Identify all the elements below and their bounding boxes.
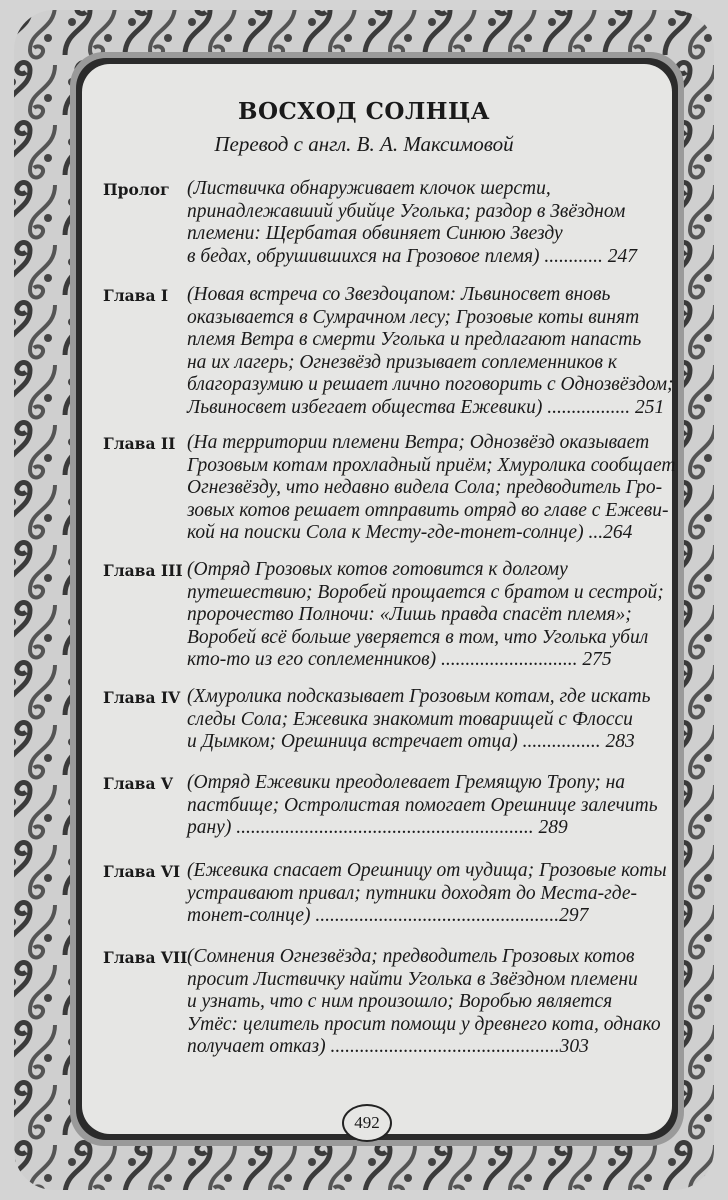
summary-line: в бедах, обрушившихся на Грозовое племя) ............ 247 xyxy=(187,245,638,267)
translator-credit: Перевод с англ. В. А. Максимовой xyxy=(214,132,514,156)
summary-line: (Новая встреча со Звездоцапом: Львиносвет вновь xyxy=(187,284,611,305)
chapter-summary xyxy=(187,860,669,928)
chapter-label: Пролог xyxy=(103,180,170,199)
summary-line: и узнать, что с ним произошло; Воробью является xyxy=(187,991,613,1013)
summary-line: пастбище; Остролистая помогает Орешнице залечить xyxy=(187,794,658,816)
chapter-label: Глава I xyxy=(103,286,169,305)
chapter-summary xyxy=(187,284,674,420)
chapter-label: Глава II xyxy=(103,434,176,453)
summary-line: принадлежавший убийце Уголька; раздор в Звёздном xyxy=(187,200,626,222)
chapter-summary xyxy=(187,772,669,840)
chapter-label: Глава V xyxy=(103,774,173,793)
summary-line: (Листвичка обнаруживает клочок шерсти, xyxy=(187,178,551,199)
chapter-label: Глава IV xyxy=(103,688,181,707)
chapter-label: Глава VII xyxy=(103,948,188,967)
chapter-summary xyxy=(187,559,669,672)
chapter-summary xyxy=(187,686,669,754)
summary-line: тонет-солнце) ..................................................297 xyxy=(187,905,589,927)
summary-line: пророчество Полночи: «Лишь правда спасёт племя»; xyxy=(187,604,632,626)
summary-line: рану) ............................................................. 289 xyxy=(187,817,568,839)
summary-line: и Дымком; Орешница встречает отца) ................ 283 xyxy=(187,731,635,753)
summary-line: Огнезвёзду, что недавно видела Сола; предводитель Гро- xyxy=(187,477,663,499)
summary-line: (Отряд Грозовых котов готовится к долгому xyxy=(187,559,568,580)
summary-line: просит Листвичку найти Уголька в Звёздном племени xyxy=(187,968,638,990)
summary-line: на их лагерь; Огнезвёзд призывает соплеменников к xyxy=(187,351,618,373)
summary-line: (На территории племени Ветра; Однозвёзд оказывает xyxy=(187,432,650,453)
summary-line: (Отряд Ежевики преодолевает Гремящую Тропу; на xyxy=(187,772,625,793)
chapter-summary xyxy=(187,946,669,1059)
summary-line: Воробей всё больше уверяется в том, что Уголька убил xyxy=(187,626,649,648)
summary-line: (Ежевика спасает Орешницу от чудища; Грозовые коты xyxy=(187,860,667,881)
summary-line: кто-то из его соплеменников) ............................ 275 xyxy=(187,649,612,671)
chapter-label: Глава III xyxy=(103,561,183,580)
summary-line: кой на поиски Сола к Месту-где-тонет-солнце) ...264 xyxy=(187,522,633,544)
summary-line: путешествию; Воробей прощается с братом и сестрой; xyxy=(187,581,664,603)
chapter-summary xyxy=(187,432,676,545)
summary-line: (Сомнения Огнезвёзда; предводитель Грозовых котов xyxy=(187,946,635,967)
summary-line: Львиносвет избегает общества Ежевики) ................. 251 xyxy=(187,396,665,418)
summary-line: Грозовым котам прохладный приём; Хмуролика сообщает xyxy=(187,454,676,476)
book-title: ВОСХОД СОЛНЦА xyxy=(238,98,490,125)
summary-line: устраивают привал; путники доходят до Места-где- xyxy=(187,882,637,904)
summary-line: следы Сола; Ежевика знакомит товарищей с Флосси xyxy=(187,708,633,730)
summary-line: племени: Щербатая обвиняет Синюю Звезду xyxy=(187,223,563,245)
summary-line: оказывается в Сумрачном лесу; Грозовые коты винят xyxy=(187,306,640,328)
summary-line: получает отказ) ...............................................303 xyxy=(187,1036,589,1058)
summary-line: Утёс: целитель просит помощи у древнего кота, однако xyxy=(187,1013,661,1035)
summary-line: зовых котов решает отправить отряд во главе с Ежеви- xyxy=(187,499,669,521)
chapter-label: Глава VI xyxy=(103,862,181,881)
summary-line: благоразумию и решает лично поговорить с Однозвёздом; xyxy=(187,374,674,396)
page-number: 492 xyxy=(342,1104,392,1142)
summary-line: племя Ветра в смерти Уголька и предлагают напасть xyxy=(187,329,642,351)
summary-line: (Хмуролика подсказывает Грозовым котам, где искать xyxy=(187,686,651,707)
chapter-summary xyxy=(187,178,669,268)
